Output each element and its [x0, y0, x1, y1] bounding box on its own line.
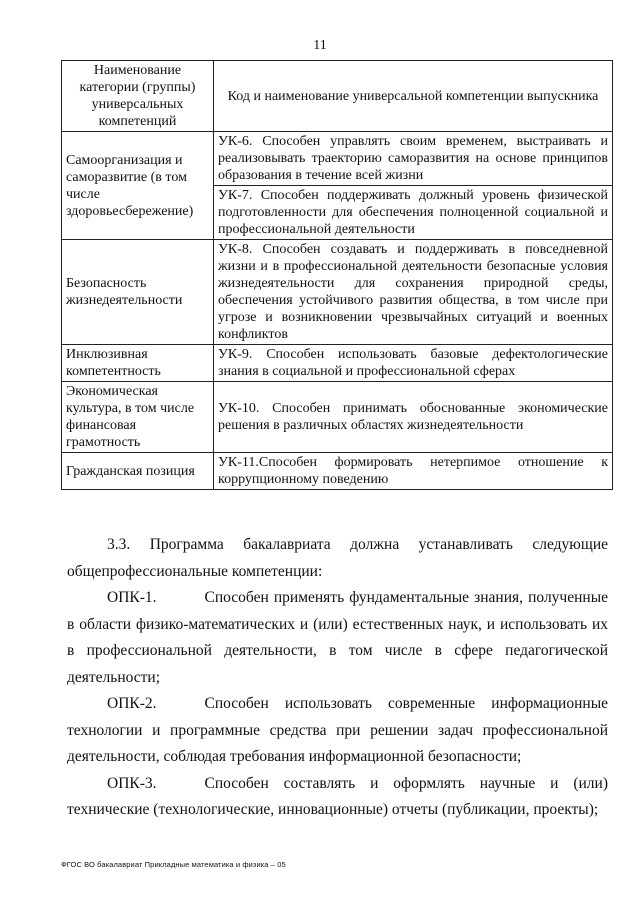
- category-cell: Инклюзивная компетентность: [62, 345, 214, 382]
- opk-code: ОПК-1.: [107, 589, 157, 606]
- opk-text: Способен применять фундаментальные знания, полученные в области физико-математических и (или) естественных наук, и использовать их в профессиональной деятельности, в том числе в сфере педагогической деятельности;: [67, 589, 608, 686]
- competency-cell: УК-9. Способен использовать базовые дефектологические знания в социальной и профессиональной сферах: [214, 345, 613, 382]
- category-cell: Самоорганизация и саморазвитие (в том числе здоровьесбережение): [62, 132, 214, 240]
- competency-cell: УК-7. Способен поддерживать должный уровень физической подготовленности для обеспечения полноценной социальной и профессиональной деятельности: [214, 186, 613, 240]
- page-footer: ФГОС ВО бакалавриат Прикладные математика и физика – 05: [61, 860, 286, 869]
- table-row: [62, 240, 613, 345]
- table-row: [62, 453, 613, 490]
- competency-cell: УК-11.Способен формировать нетерпимое отношение к коррупционному поведению: [214, 453, 613, 490]
- competency-cell: УК-6. Способен управлять своим временем, выстраивать и реализовывать траекторию саморазвития на основе принципов образования в течение всей жизни: [214, 132, 613, 186]
- page-number: 11: [313, 38, 327, 53]
- opk-paragraph: [67, 691, 608, 771]
- category-cell: Безопасность жизнедеятельности: [62, 240, 214, 345]
- opk-text: Способен составлять и оформлять научные и (или) технические (технологические, инновационные) отчеты (публикации, проекты);: [67, 774, 608, 818]
- table-row: [62, 132, 613, 186]
- intro-paragraph: 3.3. Программа бакалавриата должна устанавливать следующие общепрофессиональные компетенции:: [67, 536, 608, 580]
- opk-text: Способен использовать современные информационные технологии и программные средства при решении задач профессиональной деятельности, соблюдая требования информационной безопасности;: [67, 695, 608, 765]
- table-row: [62, 345, 613, 382]
- header-code: Код и наименование универсальной компетенции выпускника: [214, 61, 613, 132]
- opk-code: ОПК-3.: [107, 774, 157, 792]
- category-cell: Гражданская позиция: [62, 453, 214, 490]
- header-category: Наименование категории (группы) универсальных компетенций: [62, 61, 214, 132]
- competency-table: [61, 60, 613, 490]
- table-row: [62, 382, 613, 453]
- category-cell: Экономическая культура, в том числе финансовая грамотность: [62, 382, 214, 453]
- competency-cell: УК-8. Способен создавать и поддерживать в повседневной жизни и в профессиональной деятельности безопасные условия жизнедеятельности для сохранения природной среды, обеспечения устойчивого развития общества, в том числе при угрозе и возникновении чрезвычайных ситуаций и военных конфликтов: [214, 240, 613, 345]
- table-header-row: [62, 61, 613, 132]
- opk-code: ОПК-2.: [107, 695, 157, 712]
- opk-paragraph: [67, 585, 608, 691]
- body-text: [67, 532, 608, 824]
- competency-cell: УК-10. Способен принимать обоснованные экономические решения в различных областях жизнедеятельности: [214, 382, 613, 453]
- opk-paragraph: [67, 771, 608, 824]
